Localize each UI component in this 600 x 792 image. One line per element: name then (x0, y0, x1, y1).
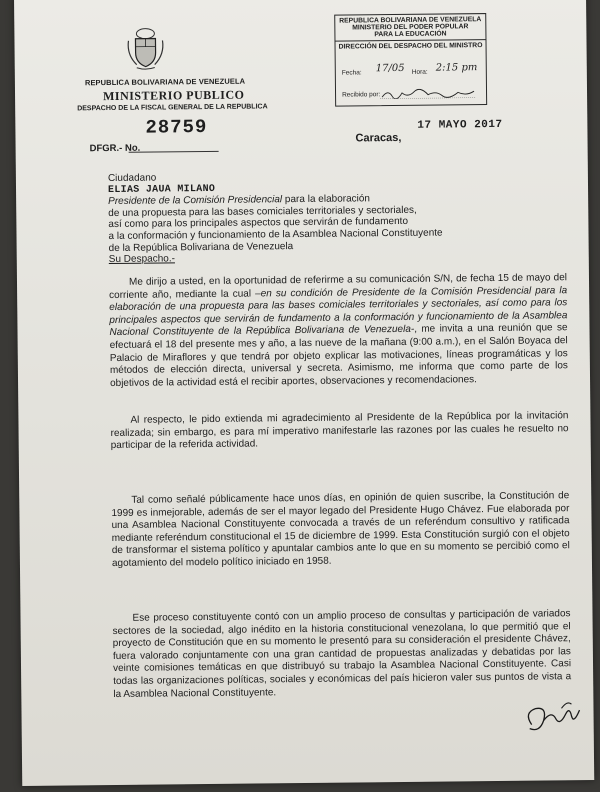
recipient-line-5: a la conformación y funcionamiento de la Asamblea Nacional Constituyente (108, 227, 443, 242)
stamp-hora-label: Hora: (411, 68, 428, 76)
header-republic: REPUBLICA BOLIVARIANA DE VENEZUELA (84, 76, 246, 88)
document-number: 28759 (145, 115, 208, 139)
stamp-fecha-label: Fecha: (341, 69, 362, 77)
paragraph-1-b: –en su condición de Presidente de la Comisión Presidencial para la elaboración de una propuesta para las bases comiciales territoriales y sectoriales, así como para los principales aspectos que servirán de fundamento a la conformación y funcionamiento de la Asamblea Nacional Constituyente de la República Bolivariana de Venezuela- (109, 284, 568, 339)
signature-icon (521, 690, 582, 741)
dfgr-label: DFGR.- No. (89, 142, 141, 155)
paragraph-3: Tal como señalé públicamente hace unos días, en opinión de quien suscribe, la Constitución de 1999 es inmejorable, además de ser el mayor legado del Presidente Hugo Chávez. Fue elaborada por una Asamblea Nacional Constituyente convocada a través de un referéndum consultivo y ratificada mediante referéndum constitucional el 15 de diciembre de 1999. Esta Constitución surgió con el objeto de transformar el sistema político y apuntalar cambios ante lo que en su momento se percibió como el agotamiento del modelo político iniciado en 1958. (111, 490, 570, 569)
header-ministry: MINISTERIO PUBLICO (102, 87, 245, 104)
paragraph-2: Al respecto, le pido extienda mi agradecimiento al Presidente de la República por la invitación realizada; sin embargo, es para mí imperativo manifestarle las razones por las cuales he resuelto no participar de la referida actividad. (110, 410, 569, 452)
recipient-name: ELIAS JAUA MILANO (107, 183, 216, 196)
paragraph-4: Ese proceso constituyente contó con un amplio proceso de consultas y participación de variados sectores de la sociedad, algo inédito en la historia constitucional venezolana, lo que permitió que el proyecto de Constitución que en su momento le presentó para su consideración el presidente Chávez, fuera valorado conjuntamente con una gran cantidad de propuestas analizadas y debatidas por las veinte comisiones temáticas en que distribuyó su trabajo la Asamblea Nacional Constituyente. Casi todas las organizaciones políticas, sociales y económicas del país hicieron valer sus puntos de vista a la Asamblea Nacional Constituyente. (112, 608, 572, 700)
header-office: DESPACHO DE LA FISCAL GENERAL DE LA REPUBLICA (77, 103, 268, 113)
recipient-salutation: Ciudadano (107, 172, 157, 185)
recipient-line-4: así como para los principales aspectos que servirán de fundamento (108, 216, 409, 231)
recipient-line-7: Su Despacho.- (108, 253, 175, 266)
recipient-line-3: de una propuesta para las bases comiciales territoriales y sectoriales, (108, 204, 417, 219)
paragraph-1-a: Me dirijo a usted, en la oportunidad de referirme a su comunicación S/N, de fecha 15 de mayo del corriente año, mediante la cual (109, 272, 568, 301)
paragraph-1-c: , me invita a una reunión que se efectuará el 18 del presente mes y año, a las nueve de la mañana (9:00 a.m.), en el Salón Boyaca del Palacio de Miraflores y que tendrá por objeto explicar las motivaciones, líneas programáticas y los métodos de elección directa, universal y secreta. Asimismo, me informa que como parte de los objetivos de la actividad está el recibir aportes, observaciones y recomendaciones. (109, 322, 568, 389)
stamp-signature-icon (380, 88, 476, 99)
stamp-fecha-value: 17/05 (375, 62, 405, 75)
letter-page (14, 0, 594, 786)
coat-of-arms-icon (122, 24, 168, 70)
stamp-divider (335, 39, 485, 42)
city: Caracas, (355, 131, 402, 145)
stamp-line-3: PARA LA EDUCACIÓN (374, 30, 447, 39)
recipient-title-italic: Presidente de la Comisión Presidencial (108, 194, 283, 208)
stamp-line-1: REPUBLICA BOLIVARIANA DE VENEZUELA (339, 16, 482, 25)
stamp-line-4: DIRECCIÓN DEL DESPACHO DEL MINISTRO (338, 42, 483, 51)
recipient-line-6: de la República Bolivariana de Venezuela (108, 240, 294, 254)
reception-stamp (334, 13, 487, 107)
paragraph-1 (109, 272, 568, 390)
recipient-block (108, 170, 443, 266)
stamp-line-2: MINISTERIO DEL PODER POPULAR (352, 23, 469, 32)
recipient-title-rest: para la elaboración (282, 193, 371, 206)
dfgr-underline (129, 151, 219, 153)
letter-date: 17 MAYO 2017 (417, 118, 503, 132)
stamp-hora-value: 2:15 pm (435, 62, 478, 74)
stamp-recibido-label: Recibido por: (342, 91, 381, 99)
